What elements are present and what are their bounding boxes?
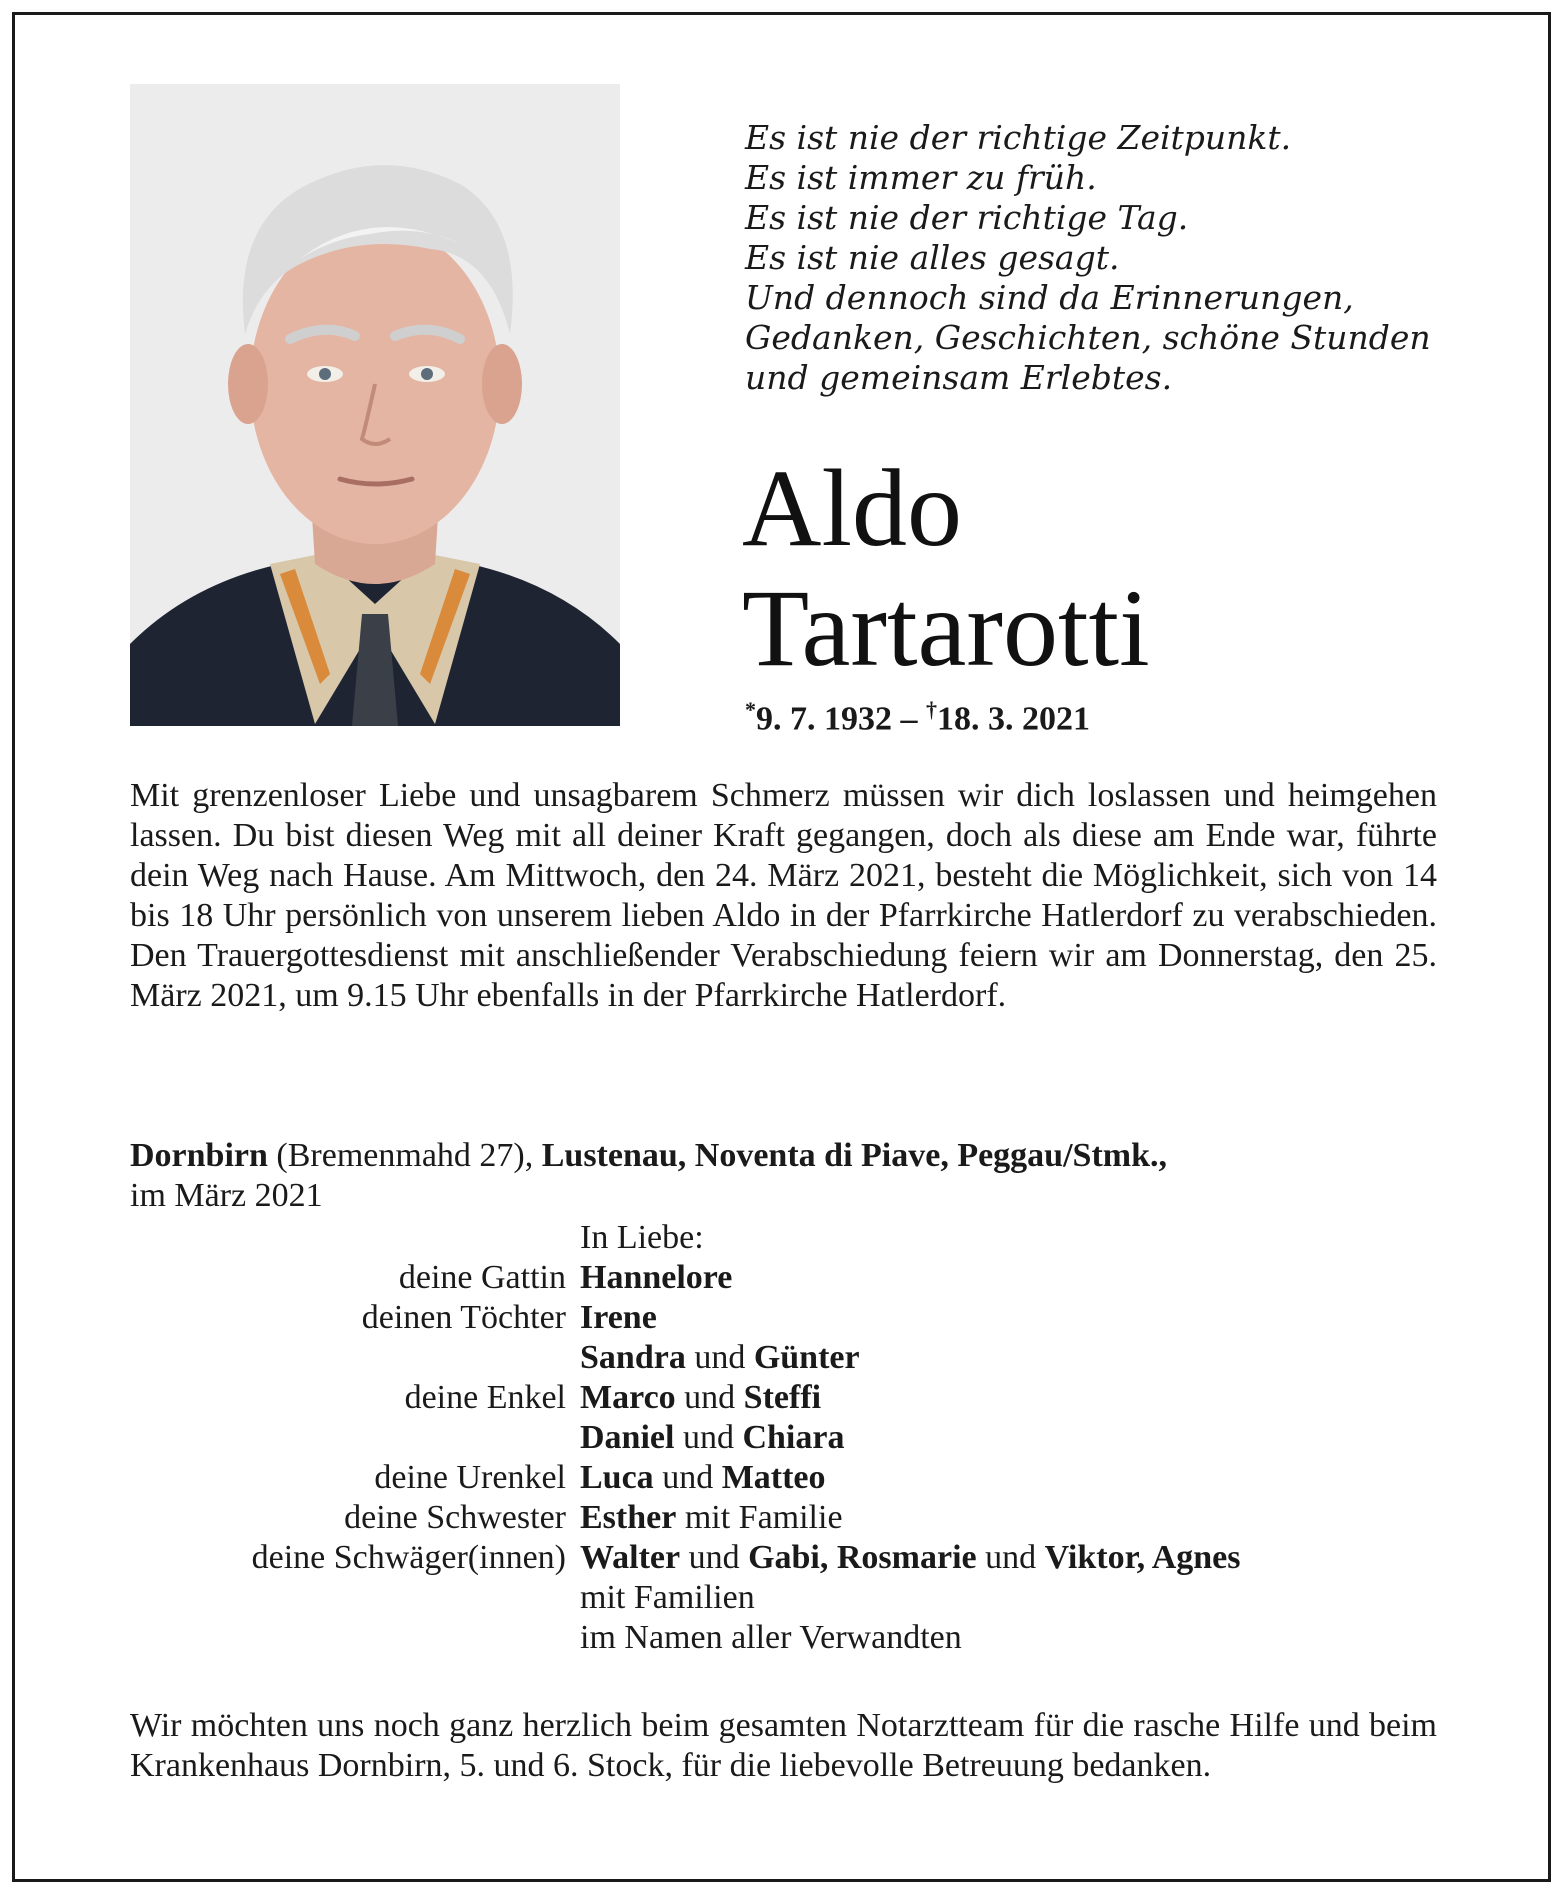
family-member-name: Esther: [580, 1499, 677, 1536]
family-intro-row: [130, 1218, 1450, 1258]
family-row: [130, 1578, 1450, 1618]
family-names: [580, 1298, 657, 1338]
family-relation: [130, 1418, 580, 1458]
family-relation: [130, 1618, 580, 1658]
thanks-paragraph: Wir möchten uns noch ganz herzlich beim gesamten Notarztteam für die rasche Hilfe und beim Krankenhaus Dornbirn, 5. und 6. Stock, für die liebevolle Betreuung bedanken.: [130, 1707, 1437, 1784]
family-relation: [130, 1578, 580, 1618]
life-dates: [745, 690, 1090, 739]
portrait-photo: [130, 84, 620, 726]
family-relation: deinen Töchter: [361, 1299, 566, 1336]
poem: [745, 118, 1445, 398]
family-connector-text: und: [674, 1419, 743, 1456]
family-row: [130, 1298, 1450, 1338]
family-connector-text: und: [976, 1539, 1045, 1576]
place-address: (Bremenmahd 27),: [267, 1137, 542, 1174]
family-connector-text: und: [680, 1539, 749, 1576]
place-city: Dornbirn: [130, 1137, 268, 1174]
family-row: [130, 1498, 1450, 1538]
family-relation: deine Enkel: [404, 1379, 566, 1416]
family-intro: In Liebe:: [580, 1219, 704, 1256]
family-connector-text: mit Familie: [676, 1499, 843, 1536]
family-connector-text: und: [685, 1339, 754, 1376]
family-connector-text: und: [675, 1379, 744, 1416]
family-member-name: Irene: [580, 1299, 657, 1336]
family-relation: deine Gattin: [398, 1259, 566, 1296]
death-symbol: †: [926, 697, 937, 722]
family-row: [130, 1258, 1450, 1298]
family-member-name: Luca: [580, 1459, 654, 1496]
family-row: [130, 1618, 1450, 1658]
family-member-name: Steffi: [743, 1379, 822, 1416]
family-member-name: Matteo: [721, 1459, 826, 1496]
family-names: [580, 1338, 860, 1378]
place-others: Lustenau, Noventa di Piave, Peggau/Stmk.,: [541, 1137, 1167, 1174]
place-date: im März 2021: [130, 1177, 323, 1214]
family-relation: [130, 1338, 580, 1378]
poem-line: Es ist immer zu früh.: [745, 158, 1097, 197]
main-paragraph: Mit grenzenloser Liebe und unsagbarem Schmerz müssen wir dich loslassen und heimgehen lassen. Du bist diesen Weg mit all deiner Kraft gegangen, doch als diese am Ende war, führte dein Weg nach Hause. Am Mittwoch, den 24. März 2021, besteht die Möglichkeit, sich von 14 bis 18 Uhr persönlich von unserem lieben Aldo in der Pfarrkirche Hatlerdorf zu verabschieden. Den Trauergottesdienst mit anschließender Verabschiedung feiern wir am Donnerstag, den 25. März 2021, um 9.15 Uhr ebenfalls in der Pfarrkirche Hatlerdorf.: [130, 777, 1437, 1014]
family-relation: deine Urenkel: [374, 1459, 566, 1496]
family-connector-text: mit Familien: [580, 1579, 755, 1616]
family-names: [580, 1618, 962, 1658]
poem-line: Es ist nie alles gesagt.: [745, 238, 1120, 277]
date-separator: –: [892, 700, 926, 738]
poem-line: Gedanken, Geschichten, schöne Stunden: [745, 318, 1431, 357]
family-row: [130, 1338, 1450, 1378]
family-member-name: Gabi, Rosmarie: [748, 1539, 977, 1576]
family-member-name: Marco: [580, 1379, 676, 1416]
poem-line: Es ist nie der richtige Zeitpunkt.: [745, 118, 1292, 157]
family-row: [130, 1458, 1450, 1498]
family-member-name: Chiara: [742, 1419, 845, 1456]
family-relation: deine Schwäger(innen): [251, 1539, 566, 1576]
family-member-name: Daniel: [580, 1419, 675, 1456]
family-names: [580, 1378, 821, 1418]
poem-line: Und dennoch sind da Erinnerungen,: [745, 278, 1354, 317]
death-date: 18. 3. 2021: [937, 700, 1090, 738]
last-name: Tartarotti: [742, 567, 1150, 689]
birth-symbol: *: [745, 697, 756, 722]
family-names: [580, 1258, 732, 1298]
family-names: [580, 1498, 843, 1538]
birth-date: 9. 7. 1932: [756, 700, 892, 738]
deceased-name: [742, 448, 1150, 688]
family-row: [130, 1538, 1450, 1578]
family-row: [130, 1418, 1450, 1458]
family-member-name: Sandra: [580, 1339, 686, 1376]
family-list: [130, 1218, 1450, 1658]
family-relation: deine Schwester: [344, 1499, 566, 1536]
family-connector-text: und: [653, 1459, 722, 1496]
family-member-name: Viktor, Agnes: [1044, 1539, 1241, 1576]
family-member-name: Walter: [580, 1539, 681, 1576]
family-names: [580, 1458, 826, 1498]
family-names: [580, 1578, 755, 1618]
family-names: [580, 1538, 1240, 1578]
place-and-date: [130, 1136, 1450, 1216]
family-member-name: Günter: [753, 1339, 860, 1376]
first-name: Aldo: [742, 447, 962, 569]
family-connector-text: im Namen aller Verwandten: [580, 1619, 962, 1656]
family-member-name: Hannelore: [580, 1259, 733, 1296]
family-row: [130, 1378, 1450, 1418]
poem-line: und gemeinsam Erlebtes.: [745, 358, 1173, 397]
family-names: [580, 1418, 844, 1458]
poem-line: Es ist nie der richtige Tag.: [745, 198, 1189, 237]
